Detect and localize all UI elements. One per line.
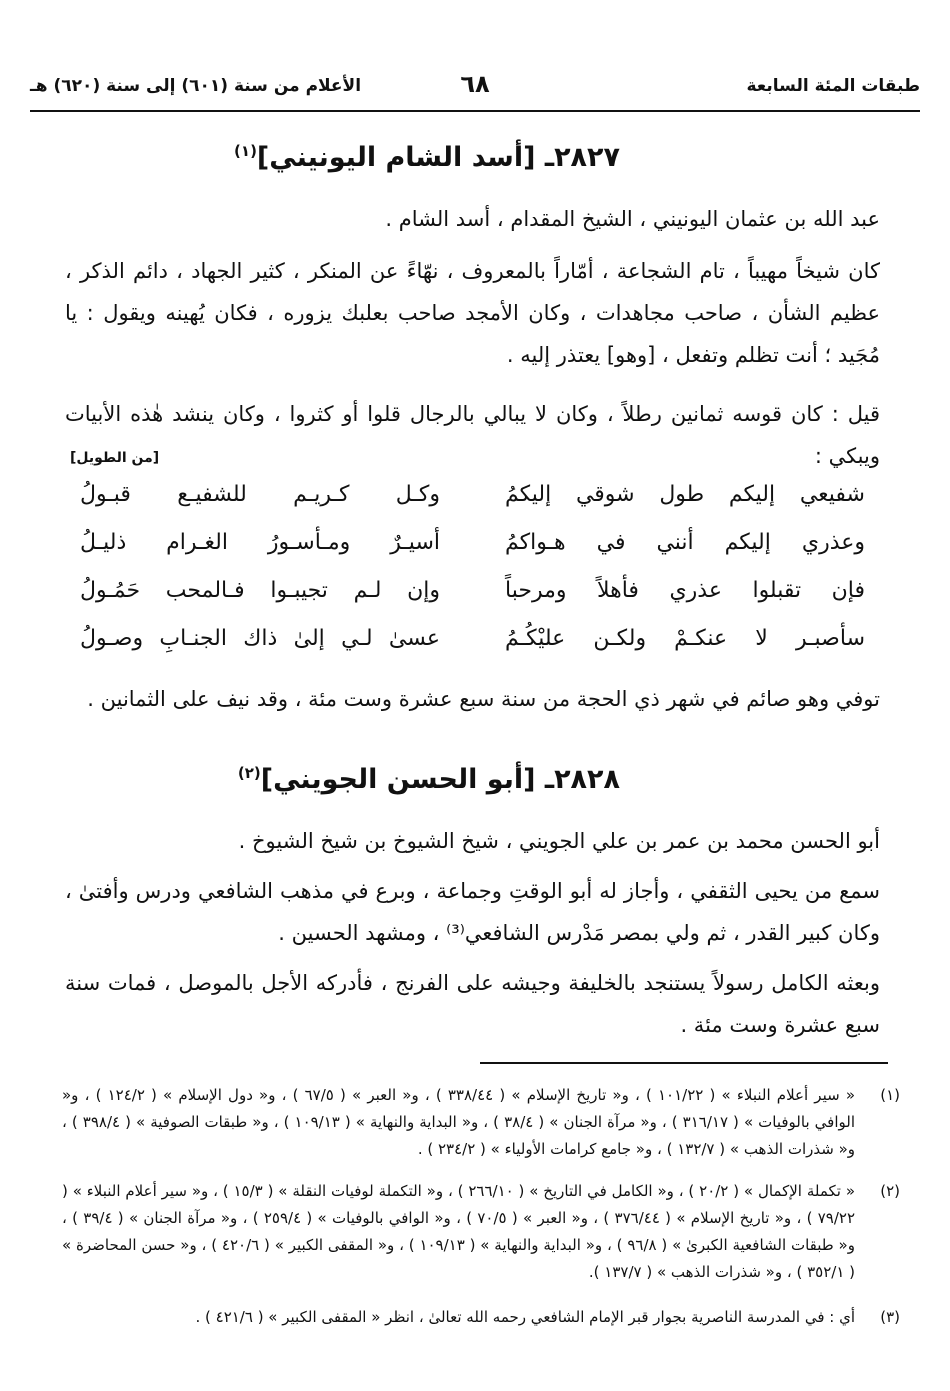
paragraph: قيل : كان قوسه ثمانين رطلاً ، وكان لا يبالي بالرجال قلوا أو كثروا ، وكان ينشد هٰذه الأبيات ويبكي : (65, 402, 880, 468)
footnote-number: (٢) (880, 1182, 900, 1200)
footnote-text: « سير أعلام النبلاء » ( ١٠١/٢٢ ) ، و« تاريخ الإسلام » ( ٣٣٨/٤٤ ) ، و« العبر » ( ٦٧/٥ ) ، و« دول الإسلام » ( ١٢٤/٢ ) ، و« الوافي بالوفيات » ( ٣١٦/١٧ ) ، و« مرآة الجنان » ( ٣٨/٤ ) ، و« البداية والنهاية » ( ١٠٩/١٣ ) ، و« طبقات الصوفية » ( ٣٩٨/٤ ) ، و« شذرات الذهب » ( ١٣٢/٧ ) ، و« جامع كرامات الأولياء » ( ٢٣٤/٢ ) . (62, 1086, 856, 1158)
verse-line (80, 626, 865, 668)
footnote-number: (١) (880, 1086, 900, 1104)
verse-second-hemistich: عسىٰ لـي إلىٰ ذاك الجنـابِ وصـولُ (80, 626, 440, 651)
verse-first-hemistich: وعذري إليكم أنني في هـواكمُ (505, 530, 865, 555)
footnote-text: « تكملة الإكمال » ( ٢٠/٢ ) ، و« الكامل في التاريخ » ( ٢٦٦/١٠ ) ، و« التكملة لوفيات النقلة » ( ١٥/٣ ) ، و« سير أعلام النبلاء » ( ٧٩/٢٢ ) ، و« تاريخ الإسلام » ( ٣٧٦/٤٤ ) ، و« العبر » ( ٧٠/٥ ) ، و« الوافي بالوفيات » ( ٢٥٩/٤ ) ، و« مرآة الجنان » ( ٣٩/٤ ) ، و« طبقات الشافعية الكبرىٰ » ( ٩٦/٨ ) ، و« البداية والنهاية » ( ١٠٩/١٣ ) ، و« المقفى الكبير » ( ٤٢٠/٦ ) ، و« حسن المحاضرة » ( ٣٥٢/١ ) ، و« شذرات الذهب » ( ١٣٧/٧ ). (62, 1182, 855, 1281)
entry-heading-2828 (238, 764, 620, 795)
paragraph: كان شيخاً مهيباً ، تام الشجاعة ، أمّاراً بالمعروف ، نهّاءً عن المنكر ، كثير الجهاد ، دائم الذكر ، عظيم الشأن ، صاحب مجاهدات ، وكان الأمجد صاحب بعلبك يزوره ، فكان يُهينه ويقول : يا مُجَيد ؛ أنت تظلم وتفعل ، [وهو] يعتذر إليه . (65, 259, 880, 367)
verse-second-hemistich: وكـل كـريـم للشفيـع قبـولُ (80, 482, 440, 507)
paragraph: سمع من يحيى الثقفي ، وأجاز له أبو الوقتِ وجماعة ، وبرع في مذهب الشافعي ودرس وأفتىٰ ، وكان كبير القدر ، ثم ولي بمصر مَدْرس الشافعي⁽³⁾ ، ومشهد الحسين . (65, 879, 880, 945)
footnote-separator (480, 1062, 888, 1064)
footnote (62, 1082, 900, 1163)
verse-second-hemistich: أسيـرٌ ومـأسـورُ الغـرام ذليـلُ (80, 530, 440, 555)
poem-meter-label: [من الطويل] (70, 450, 160, 466)
verse-line (80, 578, 865, 620)
entry-heading-text: ٢٨٢٧ـ [أسد الشام اليونيني] (256, 142, 620, 173)
verse-line (80, 482, 865, 524)
footnote-ref: (٢) (237, 764, 261, 782)
chapter-range-title: الأعلام من سنة (٦٠١) إلى سنة (٦٢٠) هـ (30, 76, 362, 96)
verse-first-hemistich: سأصبـر لا عنكـمْ ولكـن عليْكُـمُ (505, 626, 865, 651)
paragraph: توفي وهو صائم في شهر ذي الحجة من سنة سبع عشرة وست مئة ، وقد نيف على الثمانين . (87, 687, 880, 711)
footnote-number: (٣) (880, 1308, 900, 1326)
verse-line (80, 530, 865, 572)
paragraph: وبعثه الكامل رسولاً يستنجد بالخليفة وجيشه على الفرنج ، فأدركه الأجل بالموصل ، فمات سنة سبع عشرة وست مئة . (65, 971, 880, 1037)
footnote-text: أي : في المدرسة الناصرية بجوار قبر الإمام الشافعي رحمه الله تعالىٰ ، انظر « المقفى الكبير » ( ٤٢١/٦ ) . (195, 1308, 855, 1326)
verse-first-hemistich: شفيعي إليكم طول شوقي إليكمُ (505, 482, 865, 507)
footnote-ref: (١) (234, 142, 257, 160)
running-head (30, 70, 920, 112)
entry-heading-text: ٢٨٢٨ـ [أبو الحسن الجويني] (260, 764, 620, 795)
paragraph: عبد الله بن عثمان اليونيني ، الشيخ المقدام ، أسد الشام . (385, 207, 880, 231)
footnote (62, 1178, 900, 1286)
footnote (62, 1304, 900, 1331)
book-section-title: طبقات المئة السابعة (746, 76, 920, 96)
verse-first-hemistich: فإن تقبلوا عذري فأهلاً ومرحباً (505, 578, 865, 603)
paragraph: أبو الحسن محمد بن عمر بن علي الجويني ، شيخ الشيوخ بن شيخ الشيوخ . (238, 829, 880, 853)
entry-heading-2827 (234, 142, 620, 173)
page-number: ٦٨ (460, 70, 490, 98)
verse-second-hemistich: وإن لـم تجيبـوا فـالمحب حَمُـولُ (80, 578, 440, 603)
